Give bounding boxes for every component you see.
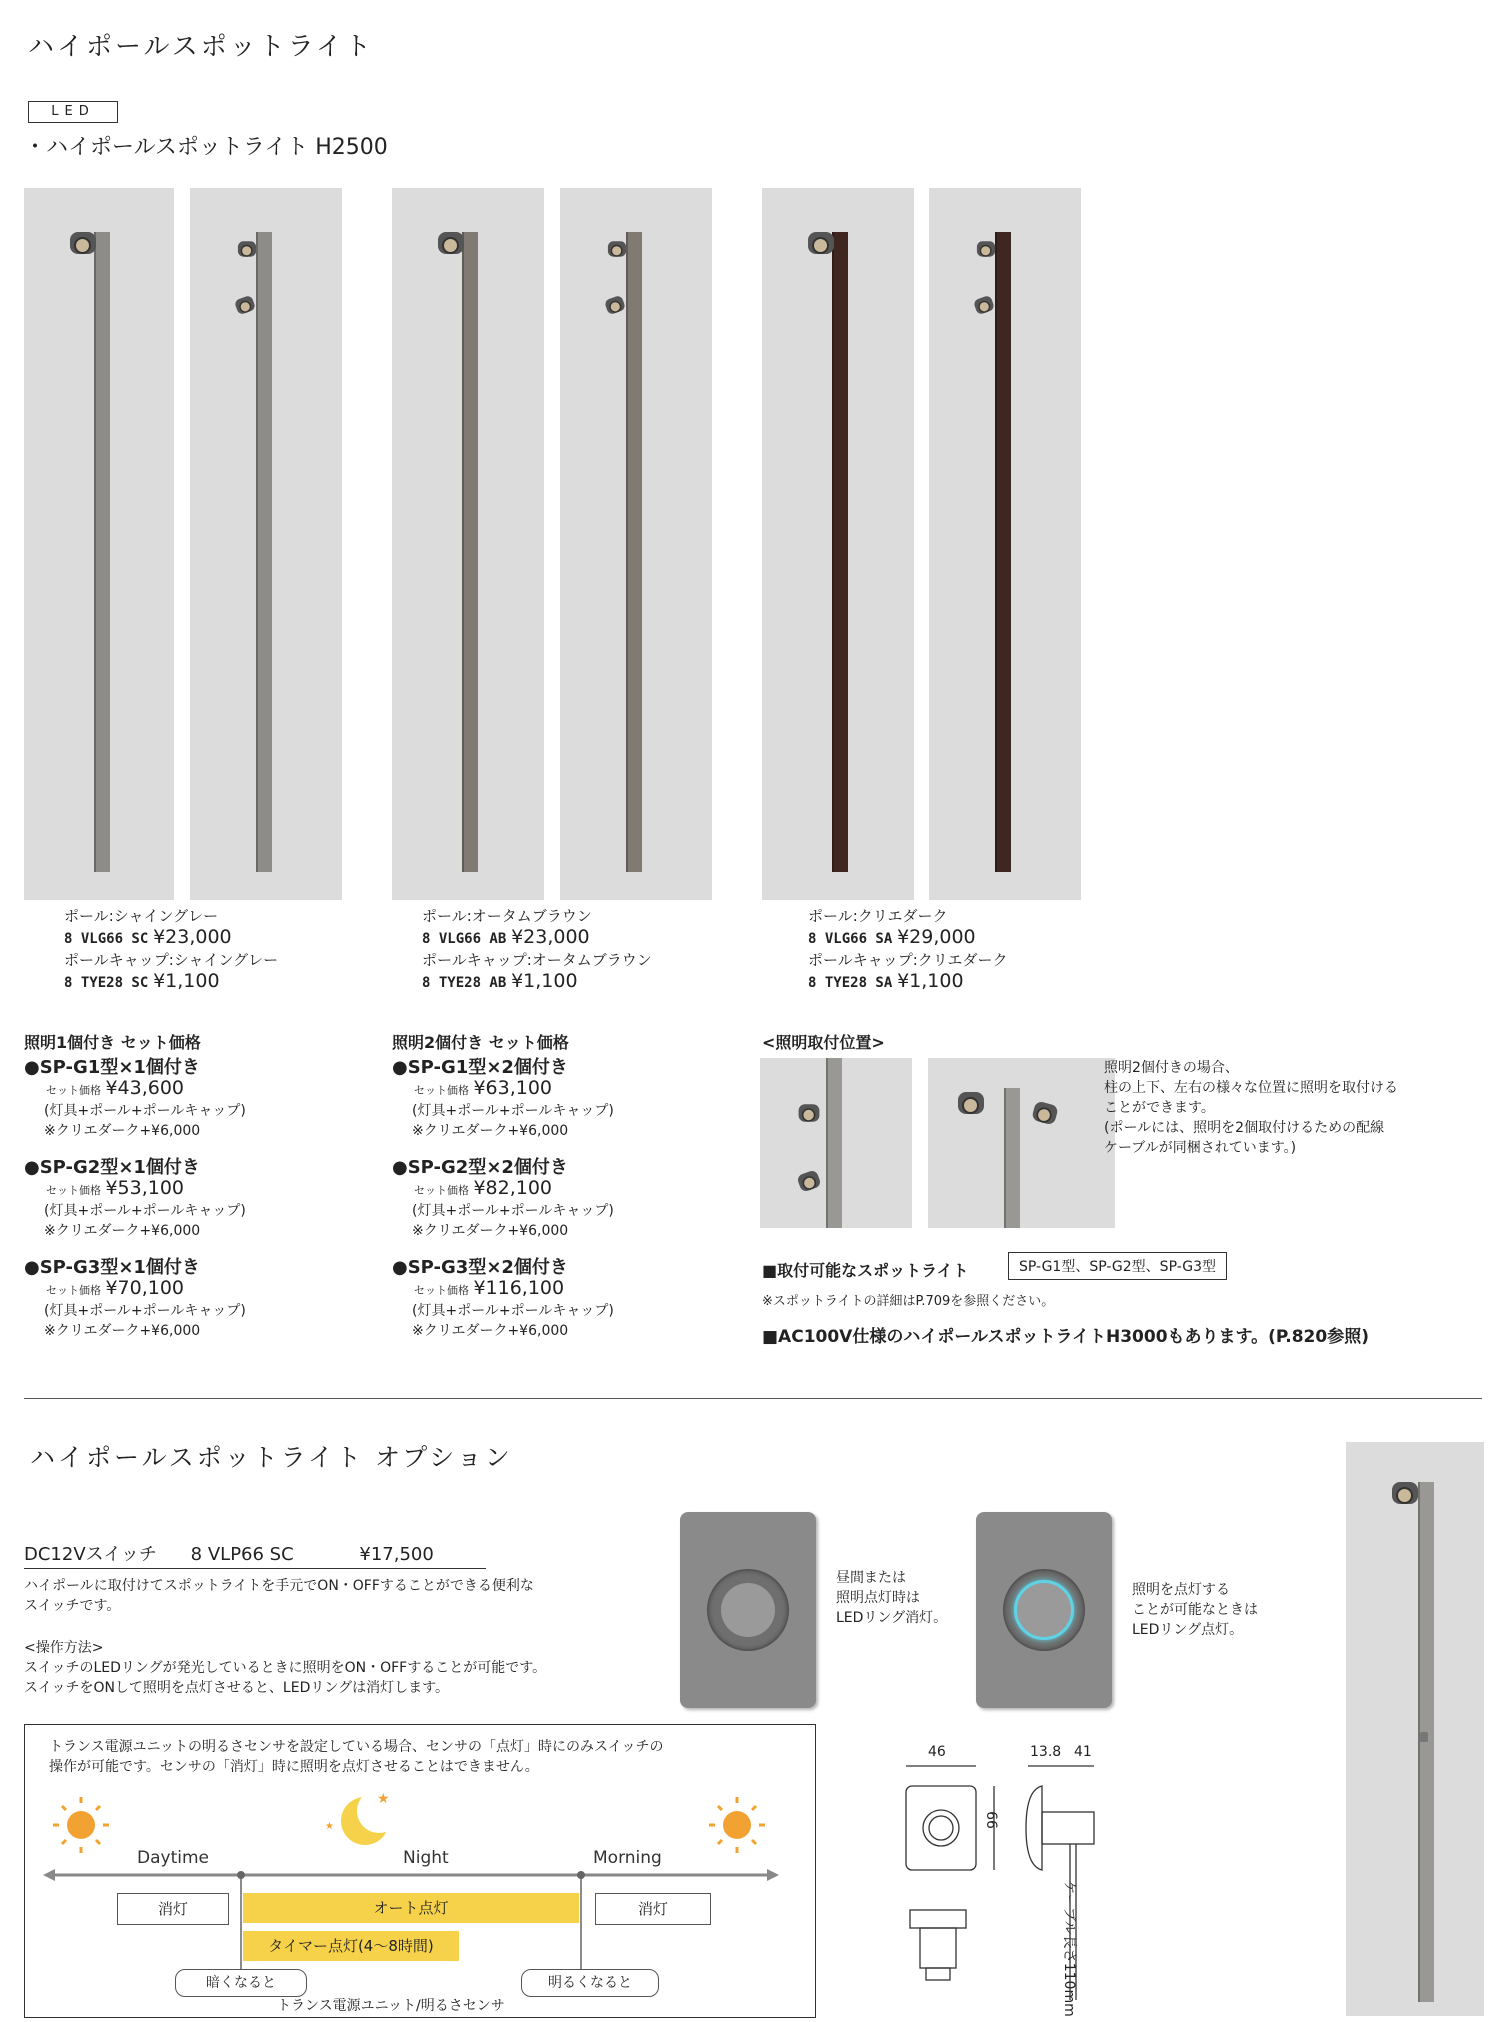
switch-description <box>24 1576 684 1616</box>
mount-desc-line: ケーブルが同梱されています。) <box>1104 1140 1297 1156</box>
howto <box>24 1638 684 1698</box>
set-price-label: セット価格 <box>46 1084 101 1097</box>
cap-price: ¥1,100 <box>153 970 220 992</box>
single-set-g2 <box>24 1158 246 1241</box>
set-contents: (灯具+ポール+ポールキャップ) <box>44 1303 246 1319</box>
switch-button <box>721 1583 775 1637</box>
pole-with-switch-photo <box>1346 1442 1484 2016</box>
single-set-g1 <box>24 1058 246 1141</box>
product-caption-sa <box>808 906 1007 994</box>
set-note: ※クリエダーク+¥6,000 <box>44 1123 201 1139</box>
switch-desc-line: ハイポールに取付けてスポットライトを手元でON・OFFすることができる便利な <box>24 1578 534 1594</box>
pole-label: ポール:シャイングレー <box>64 907 219 925</box>
set-contents: (灯具+ポール+ポールキャップ) <box>412 1103 614 1119</box>
pole-code: 8 VLG66 SA <box>808 931 893 947</box>
product-photo-sc-single <box>24 188 174 900</box>
off-left-box: 消灯 <box>117 1893 229 1925</box>
dimension-drawing <box>890 1760 1130 2010</box>
front-plate-outline <box>906 1786 976 1870</box>
set-model: ●SP-G1型×1個付き <box>24 1057 200 1078</box>
cap-code: 8 TYE28 SC <box>64 975 149 991</box>
dim-41: 41 <box>1074 1744 1092 1760</box>
switch-name: DC12Vスイッチ <box>24 1544 157 1565</box>
cap-label: ポールキャップ:クリエダーク <box>808 951 1008 969</box>
pole-price: ¥23,000 <box>511 926 590 948</box>
cap-code: 8 TYE28 AB <box>422 975 507 991</box>
timeline-panel <box>24 1724 816 2018</box>
svg-text:★: ★ <box>377 1791 390 1807</box>
night-label: Night <box>403 1848 449 1868</box>
set-note: ※クリエダーク+¥6,000 <box>412 1223 569 1239</box>
arrow-right-icon <box>767 1869 779 1881</box>
spotlight-icon <box>234 295 256 316</box>
double-set-g1 <box>392 1058 614 1141</box>
cap-price: ¥1,100 <box>897 970 964 992</box>
set-note: ※クリエダーク+¥6,000 <box>44 1223 201 1239</box>
cap-price: ¥1,100 <box>511 970 578 992</box>
pole-label: ポール:クリエダーク <box>808 907 948 925</box>
spotlight-icon <box>796 1169 822 1193</box>
dim-46: 46 <box>928 1744 946 1760</box>
switch-header <box>24 1540 486 1569</box>
pole-code: 8 VLG66 SC <box>64 931 149 947</box>
spotlight-icon <box>238 241 256 256</box>
compatible-label: ■取付可能なスポットライト <box>762 1261 969 1280</box>
set-contents: (灯具+ポール+ポールキャップ) <box>44 1103 246 1119</box>
product-photo-sa-double <box>929 188 1081 900</box>
mount-description <box>1104 1058 1484 1158</box>
moon-icon <box>325 1789 401 1845</box>
pole-price: ¥23,000 <box>153 926 232 948</box>
mount-desc-line: (ポールには、照明を2個取付けるための配線 <box>1104 1120 1385 1136</box>
mount-photo-vertical <box>760 1058 912 1228</box>
timeline-graphic <box>25 1725 815 2017</box>
caption-line: 昼間または <box>836 1570 906 1586</box>
dark-trigger: 暗くなると <box>175 1969 307 1997</box>
caption-line: ことが可能なときは <box>1132 1602 1258 1618</box>
arrow-left-icon <box>43 1869 55 1881</box>
sun-icon <box>53 1797 109 1853</box>
set-price-label: セット価格 <box>46 1184 101 1197</box>
caption-line: 照明を点灯する <box>1132 1582 1230 1598</box>
set-price: ¥82,100 <box>473 1177 553 1199</box>
bright-trigger: 明るくなると <box>521 1969 659 1997</box>
product-photo-sa-single <box>762 188 914 900</box>
detail-note: ※スポットライトの詳細はP.709を参照ください。 <box>762 1294 1055 1309</box>
switch-on-caption <box>1132 1580 1258 1640</box>
spotlight-icon <box>608 241 626 256</box>
pole-label: ポール:オータムブラウン <box>422 907 592 925</box>
switch-on-pole <box>1420 1732 1428 1742</box>
product-photo-sc-double <box>190 188 342 900</box>
set-model: ●SP-G2型×1個付き <box>24 1157 200 1178</box>
switch-image-on <box>976 1512 1112 1708</box>
set-contents: (灯具+ポール+ポールキャップ) <box>44 1203 246 1219</box>
set-contents: (灯具+ポール+ポールキャップ) <box>412 1203 614 1219</box>
spotlight-icon <box>977 241 995 256</box>
double-set-g3 <box>392 1258 614 1341</box>
compatible-value: SP-G1型、SP-G2型、SP-G3型 <box>1008 1252 1227 1280</box>
product-photo-ab-double <box>560 188 712 900</box>
set-model: ●SP-G3型×2個付き <box>392 1257 568 1278</box>
section-divider <box>24 1398 1482 1399</box>
led-tag: LED <box>28 101 118 123</box>
timeline-note-line: トランス電源ユニットの明るさセンサを設定している場合、センサの「点灯」時にのみスイッチの <box>49 1739 664 1755</box>
cap-label: ポールキャップ:オータムブラウン <box>422 951 652 969</box>
off-right-box: 消灯 <box>595 1893 711 1925</box>
cap-label: ポールキャップ:シャイングレー <box>64 951 279 969</box>
subtitle: ・ハイポールスポットライト H2500 <box>24 135 388 160</box>
morning-label: Morning <box>593 1848 662 1868</box>
caption-line: LEDリング点灯。 <box>1132 1622 1244 1638</box>
timeline-footer: トランス電源ユニット/明るさセンサ <box>277 1998 505 2014</box>
single-set-heading: 照明1個付き セット価格 <box>24 1033 201 1052</box>
set-note: ※クリエダーク+¥6,000 <box>412 1123 569 1139</box>
set-price-label: セット価格 <box>414 1184 469 1197</box>
mount-desc-line: 照明2個付きの場合、 <box>1104 1060 1239 1076</box>
pole-code: 8 VLG66 AB <box>422 931 507 947</box>
spotlight-icon <box>70 232 96 254</box>
mount-photo-horizontal <box>928 1058 1115 1228</box>
set-price: ¥70,100 <box>105 1277 185 1299</box>
pole-price: ¥29,000 <box>897 926 976 948</box>
switch-off-caption <box>836 1568 947 1628</box>
spotlight-icon <box>604 295 626 316</box>
auto-on-bar: オート点灯 <box>243 1893 579 1923</box>
page-title: ハイポールスポットライト <box>28 32 374 62</box>
sun-icon <box>709 1797 765 1853</box>
mount-desc-line: 柱の上下、左右の様々な位置に照明を取付ける <box>1104 1080 1398 1096</box>
double-set-g2 <box>392 1158 614 1241</box>
dim-13-8: 13.8 <box>1030 1744 1062 1760</box>
svg-text:★: ★ <box>325 1821 334 1832</box>
set-price-label: セット価格 <box>46 1284 101 1297</box>
spotlight-icon <box>973 295 995 316</box>
howto-line: スイッチをONして照明を点灯させると、LEDリングは消灯します。 <box>24 1680 449 1696</box>
spotlight-icon <box>958 1092 984 1114</box>
product-caption-sc <box>64 906 278 994</box>
bottom-view-outline <box>910 1910 966 1928</box>
dim-cable: ケーブル長さ110mm <box>1061 1880 1077 2017</box>
set-price-label: セット価格 <box>414 1284 469 1297</box>
switch-desc-line: スイッチです。 <box>24 1598 121 1614</box>
timer-bar: タイマー点灯(4〜8時間) <box>243 1931 459 1961</box>
set-model: ●SP-G2型×2個付き <box>392 1157 568 1178</box>
howto-heading: <操作方法> <box>24 1640 104 1656</box>
timeline-note-line: 操作が可能です。センサの「消灯」時に照明を点灯させることはできません。 <box>49 1759 539 1775</box>
set-price: ¥43,600 <box>105 1077 185 1099</box>
spotlight-icon <box>799 1104 820 1122</box>
caption-line: 照明点灯時は <box>836 1590 920 1606</box>
spotlight-icon <box>1392 1482 1418 1504</box>
set-model: ●SP-G1型×2個付き <box>392 1057 568 1078</box>
set-contents: (灯具+ポール+ポールキャップ) <box>412 1303 614 1319</box>
spotlight-icon <box>1031 1100 1059 1125</box>
double-set-heading: 照明2個付き セット価格 <box>392 1033 569 1052</box>
switch-code: 8 VLP66 SC <box>190 1544 294 1565</box>
set-note: ※クリエダーク+¥6,000 <box>44 1323 201 1339</box>
caption-line: LEDリング消灯。 <box>836 1610 948 1626</box>
set-price: ¥53,100 <box>105 1177 185 1199</box>
switch-image-off <box>680 1512 816 1708</box>
set-note: ※クリエダーク+¥6,000 <box>412 1323 569 1339</box>
single-set-g3 <box>24 1258 246 1341</box>
switch-price: ¥17,500 <box>359 1544 434 1565</box>
mount-desc-line: ことができます。 <box>1104 1100 1215 1116</box>
side-body-outline <box>1042 1812 1094 1844</box>
set-model: ●SP-G3型×1個付き <box>24 1257 200 1278</box>
spotlight-icon <box>438 232 464 254</box>
dim-66: 66 <box>982 1811 999 1829</box>
howto-line: スイッチのLEDリングが発光しているときに照明をON・OFFすることが可能です。 <box>24 1660 547 1676</box>
side-plate-outline <box>1026 1786 1042 1870</box>
set-price: ¥63,100 <box>473 1077 553 1099</box>
spotlight-icon <box>808 232 834 254</box>
daytime-label: Daytime <box>137 1848 209 1868</box>
product-caption-ab <box>422 906 652 994</box>
set-price-label: セット価格 <box>414 1084 469 1097</box>
options-title: ハイポールスポットライト オプション <box>30 1443 513 1472</box>
switch-button-lit <box>1014 1580 1074 1640</box>
cap-code: 8 TYE28 SA <box>808 975 893 991</box>
ac-note: ■AC100V仕様のハイポールスポットライトH3000もあります。(P.820参照) <box>762 1327 1369 1347</box>
product-photo-ab-single <box>392 188 544 900</box>
mount-heading: <照明取付位置> <box>762 1033 885 1052</box>
set-price: ¥116,100 <box>473 1277 565 1299</box>
